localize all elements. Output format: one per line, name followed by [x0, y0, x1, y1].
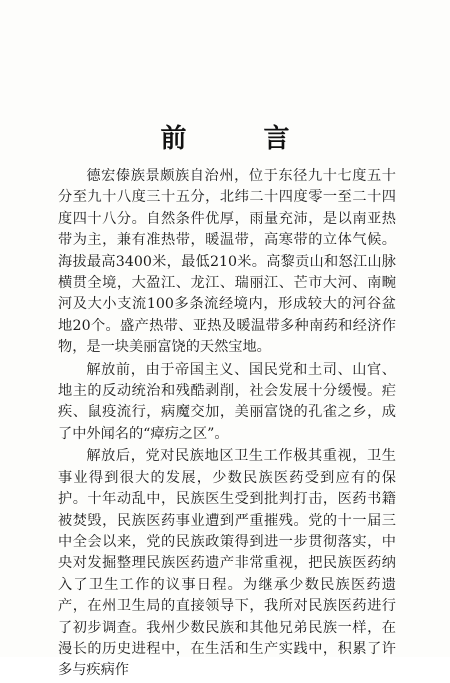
paragraph-3: 解放后，党对民族地区卫生工作极其重视，卫生事业得到很大的发展，少数民族医药受到应有的保护。十年动乱中，民族医生受到批判打击，医药书籍被焚毁，民族医药事业遭到严重摧残。党的十一届三中全会以来，党的民族政策得到进一步贯彻落实，中央对发掘整理民族医药遗产非常重视，把民族医药纳入了卫生工作的议事日程。为继承少数民族医药遗产，在州卫生局的直接领导下，我所对民族医药进行了初步调查。我州少数民族和其他兄弟民族一样，在漫长的历史进程中，在生活和生产实践中，积累了许多与疾病作: [58, 448, 396, 679]
body-text: [58, 166, 396, 683]
page-title: 前 言: [160, 124, 324, 154]
paragraph-1: 德宏傣族景颇族自治州，位于东径九十七度五十分至九十八度三十五分，北纬二十四度零一至二十四度四十八分。自然条件优厚，雨量充沛，是以南亚热带为主，兼有准热带，暖温带，高寒带的立体气候。海拔最高3400米，最低210米。高黎贡山和怒江山脉横贯全境，大盈江、龙江、瑞丽江、芒市大河、南畹河及大小支流100多条流经境内，形成较大的河谷盆地20个。盛产热带、亚热及暖温带多种南药和经济作物，是一块美丽富饶的天然宝地。: [58, 168, 396, 356]
paragraph-2: 解放前，由于帝国主义、国民党和土司、山官、地主的反动统治和残酷剥削，社会发展十分缓慢。疟疾、鼠疫流行，病魔交加，美丽富饶的孔雀之乡，成了中外闻名的“瘴疠之区”。: [58, 361, 396, 442]
